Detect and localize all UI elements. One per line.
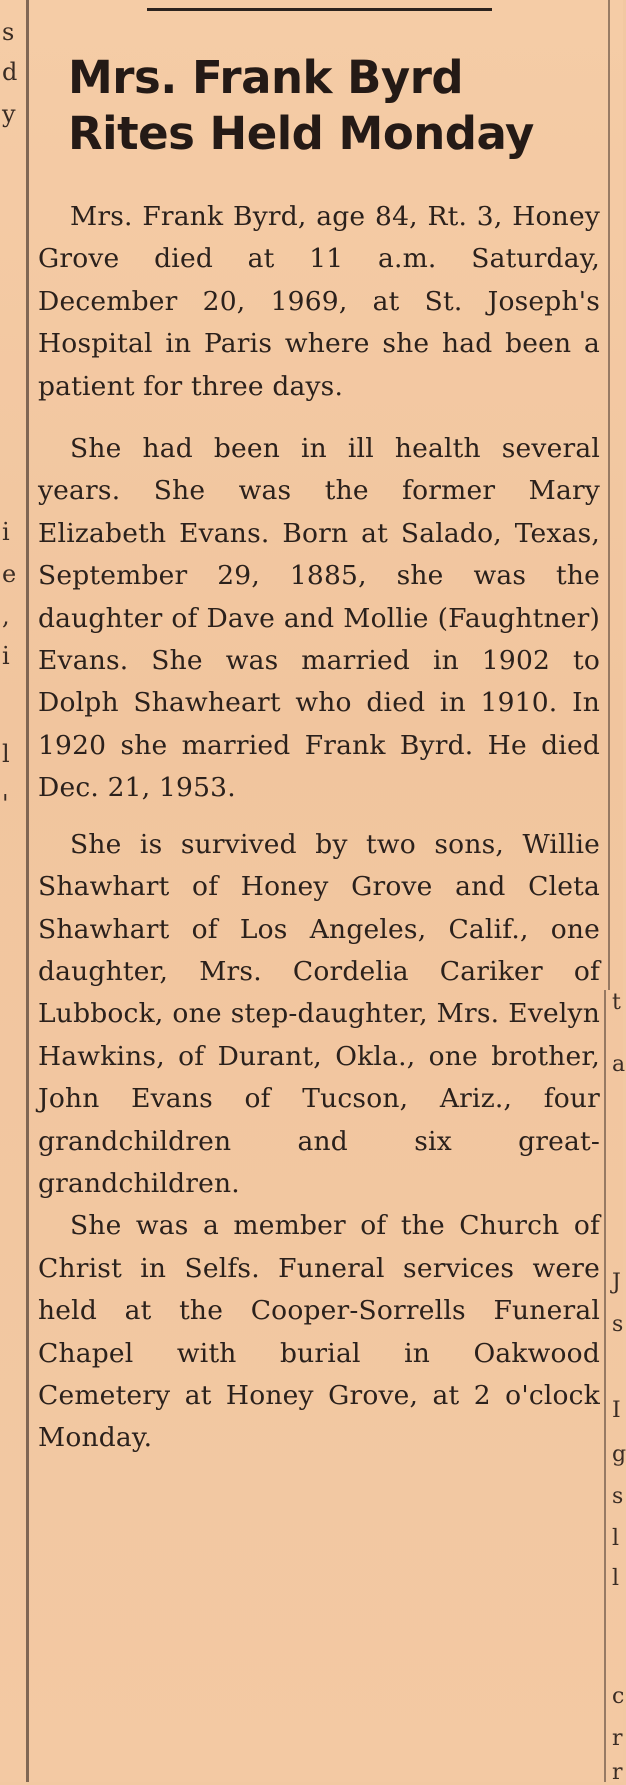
edge-fragment: g (612, 1442, 626, 1467)
edge-fragment: , (2, 602, 10, 630)
edge-fragment: i (2, 642, 10, 670)
adjacent-column-fragments-left (0, 0, 26, 1782)
paragraph-survivors: She is survived by two sons, Willie Shawhart of Honey Grove and Cleta Shawhart of Los Angeles, Calif., one daughter, Mrs. Cordelia Cariker of Lubbock, one step-daughter, Mrs. Evelyn Hawkins, of Durant, Okla., one brother, John Evans of Tucson, Ariz., four grandchildren and six great-grandchildren. (38, 828, 600, 1199)
edge-fragment: i (2, 518, 10, 546)
column-rule-right-upper (608, 0, 610, 990)
edge-fragment: ' (2, 790, 9, 818)
column-rule-right-lower (604, 990, 606, 1782)
edge-fragment: r (612, 1726, 623, 1751)
edge-fragment: l (2, 740, 10, 768)
column-rule-left (26, 0, 29, 1782)
edge-fragment: d (2, 58, 18, 86)
edge-fragment: y (2, 100, 16, 128)
headline-line-2: Rites Held Monday (68, 107, 534, 160)
edge-fragment: t (612, 990, 621, 1015)
edge-fragment: c (612, 1684, 625, 1709)
paragraph-biography: She had been in ill health several years. She was the former Mary Elizabeth Evans. Born at Salado, Texas, September 29, 1885, she was the daughter of Dave and Mollie (Faughtner) Evans. She was married in 1902 to Dolph Shawheart who died in 1910. In 1920 she married Frank Byrd. He died Dec. 21, 1953. (38, 433, 600, 804)
edge-fragment: s (612, 1312, 624, 1337)
edge-fragment: l (612, 1566, 620, 1591)
adjacent-column-fragments-right (612, 990, 626, 1785)
edge-fragment: r (612, 1760, 623, 1785)
edge-fragment: l (612, 1526, 620, 1551)
edge-fragment: s (2, 18, 15, 46)
edge-fragment: J (612, 1270, 621, 1295)
edge-fragment: a (612, 1052, 626, 1077)
edge-fragment: I (612, 1398, 621, 1423)
paragraph-death-notice: Mrs. Frank Byrd, age 84, Rt. 3, Honey Grove died at 11 a.m. Saturday, December 20, 1969, at St. Joseph's Hospital in Paris where she had been a patient for three days. (38, 201, 600, 402)
paragraph-services: She was a member of the Church of Christ in Selfs. Funeral services were held at the Cooper-Sorrells Funeral Chapel with burial in Oakwood Cemetery at Honey Grove, at 2 o'clock Monday. (38, 1210, 600, 1454)
article-body (38, 196, 600, 1460)
edge-fragment: e (2, 560, 17, 588)
headline (68, 50, 588, 162)
edge-fragment: s (612, 1484, 624, 1509)
headline-top-rule (147, 8, 492, 11)
headline-line-1: Mrs. Frank Byrd (68, 51, 464, 104)
